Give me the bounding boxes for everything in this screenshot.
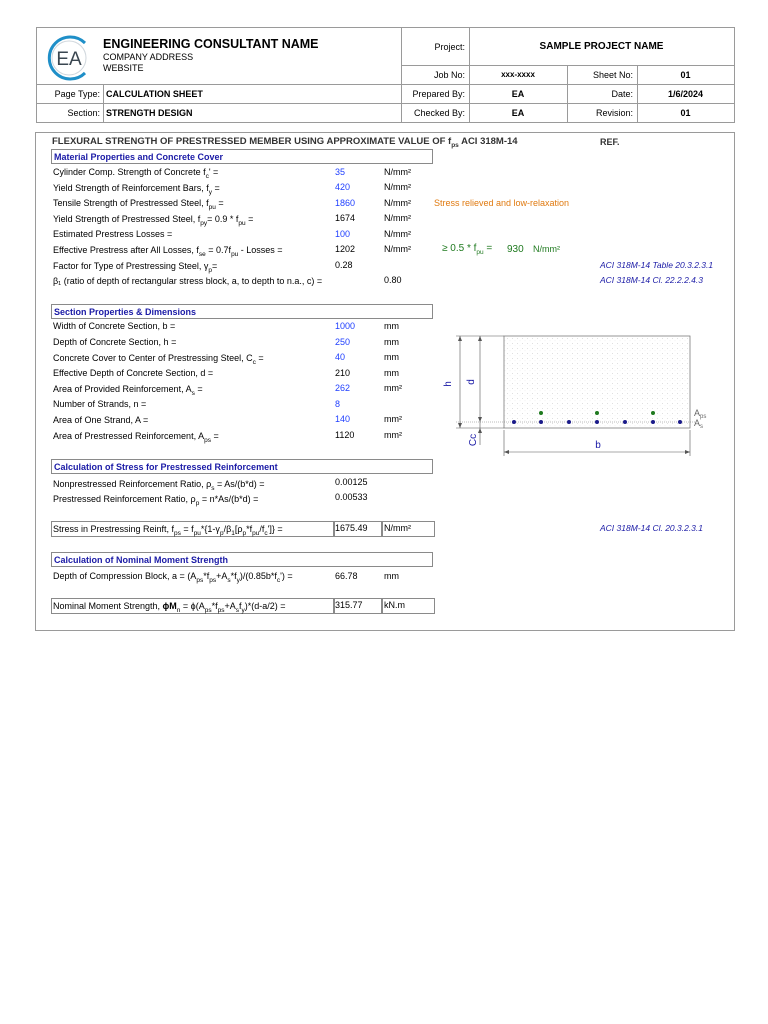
b-dim-label: b <box>595 440 601 451</box>
b-label: Width of Concrete Section, b = <box>53 321 176 331</box>
fse-unit: N/mm² <box>384 244 411 254</box>
fpu-value[interactable]: 1860 <box>335 198 356 208</box>
fse-check-value: 930 <box>507 244 524 255</box>
beta1-label: β₁ (ratio of depth of rectangular stress block, a, to depth to n.a., c) = <box>53 276 323 286</box>
company-name: ENGINEERING CONSULTANT NAME <box>103 37 319 51</box>
sheet-no-label: Sheet No: <box>592 70 633 80</box>
logo-text: EA <box>56 49 82 70</box>
job-no-label: Job No: <box>433 70 465 80</box>
sheet-title: FLEXURAL STRENGTH OF PRESTRESSED MEMBER USING APPROXIMATE VALUE OF $f_{ps}$ ACI 318M-14 <box>52 136 518 149</box>
fpy-value: 1674 <box>335 213 356 223</box>
a-block-unit: mm <box>384 571 399 581</box>
sheet-no-value: 01 <box>680 70 691 80</box>
cc-dim-label: Cc <box>468 433 479 447</box>
page-type-value: CALCULATION SHEET <box>106 89 203 99</box>
prepared-by-label: Prepared By: <box>412 89 465 99</box>
rho-p-value: 0.00533 <box>335 492 368 502</box>
as-value[interactable]: 262 <box>335 383 351 393</box>
cc-label: Concrete Cover to Center of Prestressing Steel, $C_c$ = <box>53 353 264 366</box>
d-unit: mm <box>384 368 399 378</box>
h-value[interactable]: 250 <box>335 337 351 347</box>
job-no-value: xxx-xxxx <box>501 70 535 79</box>
fps-reference: ACI 318M-14 Cl. 20.3.2.3.1 <box>600 523 704 533</box>
cc-value[interactable]: 40 <box>335 352 346 362</box>
as-label: Area of Provided Reinforcement, $A_s$ = <box>53 384 203 397</box>
moment-heading: Calculation of Nominal Moment Strength <box>51 552 433 567</box>
fc-unit: N/mm² <box>384 167 411 177</box>
gamma-p-reference: ACI 318M-14 Table 20.3.2.3.1 <box>600 260 714 270</box>
stress-heading: Calculation of Stress for Prestressed Reinforcement <box>51 459 433 474</box>
fpy-label: Yield Strength of Prestressed Steel, $f_{py}= 0.9 * f_{pu}$ = <box>53 214 254 227</box>
d-value: 210 <box>335 368 351 378</box>
cc-unit: mm <box>384 352 399 362</box>
a-block-value: 66.78 <box>335 571 358 581</box>
project-label: Project: <box>434 42 465 52</box>
rho-s-value: 0.00125 <box>335 477 368 487</box>
revision-value: 01 <box>680 108 691 118</box>
mn-unit: kN.m <box>384 600 405 610</box>
fps-unit: N/mm² <box>384 523 411 533</box>
d-dim-label: d <box>466 379 477 385</box>
date-label: Date: <box>611 89 633 99</box>
losses-unit: N/mm² <box>384 229 411 239</box>
as-unit: mm² <box>384 383 402 393</box>
section-value: STRENGTH DESIGN <box>106 108 193 118</box>
material-heading: Material Properties and Concrete Cover <box>51 149 433 164</box>
rho-p-label: Prestressed Reinforcement Ratio, $\rho_p = n*As/(b*d)$ = <box>53 494 259 507</box>
aps-value: 1120 <box>335 430 355 440</box>
b-value[interactable]: 1000 <box>335 321 356 331</box>
steel-type-note: Stress relieved and low-relaxation <box>434 198 570 208</box>
fpu-label: Tensile Strength of Prestressed Steel, $f_{pu}$ = <box>53 198 224 211</box>
section-label: Section: <box>67 108 100 118</box>
page-type-label: Page Type: <box>54 89 100 99</box>
title-block <box>36 27 735 123</box>
n-label: Number of Strands, n = <box>53 399 147 409</box>
a-block-label: Depth of Compression Block, $a = (A_{ps}*f_{ps}+A_s*f_y)/(0.85b*f_c')$ = <box>53 571 293 584</box>
fy-value[interactable]: 420 <box>335 182 351 192</box>
gamma-p-label: Factor for Type of Prestressing Steel, $\gamma_p=$ <box>53 261 218 274</box>
company-address: COMPANY ADDRESS <box>103 52 194 62</box>
fpy-unit: N/mm² <box>384 213 411 223</box>
beta1-value: 0.80 <box>384 275 402 285</box>
as-dim-label: $A_s$ <box>694 418 704 430</box>
mn-value: 315.77 <box>335 600 363 610</box>
project-name: SAMPLE PROJECT NAME <box>539 41 664 52</box>
section-heading: Section Properties & Dimensions <box>51 304 433 319</box>
fse-label: Effective Prestress after All Losses, $f_{se} = 0.7f_{pu}$ - Losses = <box>53 245 283 258</box>
h-label: Depth of Concrete Section, h = <box>53 337 177 347</box>
losses-value[interactable]: 100 <box>335 229 351 239</box>
checked-by-label: Checked By: <box>413 108 465 118</box>
mn-label: Nominal Moment Strength, $\phi M_n = \phi(A_{ps}*f_{ps}+A_sf_y)*(d-a/2)$ = <box>53 601 286 614</box>
ref-column-label: REF. <box>600 137 620 147</box>
company-website: WEBSITE <box>103 63 144 73</box>
fps-value: 1675.49 <box>335 523 368 533</box>
prepared-by-value: EA <box>511 89 525 99</box>
fy-unit: N/mm² <box>384 182 411 192</box>
date-value: 1/6/2024 <box>667 89 704 99</box>
fy-label: Yield Strength of Reinforcement Bars, $f_y$ = <box>53 183 220 196</box>
revision-label: Revision: <box>595 108 633 118</box>
fse-value: 1202 <box>335 244 356 254</box>
fse-check: ≥ $0.5 * f_{pu}$ = <box>442 243 493 256</box>
h-dim-label: h <box>443 381 454 387</box>
company-logo-icon <box>45 34 93 82</box>
aps-dim-label: $A_{ps}$ <box>694 408 707 420</box>
checked-by-value: EA <box>511 108 525 118</box>
losses-label: Estimated Prestress Losses = <box>53 229 173 239</box>
aps-label: Area of Prestressed Reinforcement, $A_{ps}$ = <box>53 431 219 444</box>
beta1-reference: ACI 318M-14 Cl. 22.2.2.4.3 <box>600 275 704 285</box>
fps-label: Stress in Prestressing Reinft, $f_{ps} = f_{pu}*\{1-\gamma_p/\beta_1[\rho_p*f_{pu}/f_c']\}$ = <box>53 524 283 537</box>
fc-label: Cylinder Comp. Strength of Concrete $f_c'$ = <box>53 167 219 180</box>
fse-check-unit: N/mm² <box>533 244 560 254</box>
d-label: Effective Depth of Concrete Section, d = <box>53 368 214 378</box>
fpu-unit: N/mm² <box>384 198 411 208</box>
aps-unit: mm² <box>384 430 402 440</box>
n-value[interactable]: 8 <box>335 399 341 409</box>
section-diagram <box>436 332 726 462</box>
a-strand-unit: mm² <box>384 414 402 424</box>
a-strand-label: Area of One Strand, A = <box>53 415 149 425</box>
gamma-p-value: 0.28 <box>335 260 353 270</box>
fc-value[interactable]: 35 <box>335 167 346 177</box>
b-unit: mm <box>384 321 399 331</box>
a-strand-value[interactable]: 140 <box>335 414 351 424</box>
h-unit: mm <box>384 337 399 347</box>
rho-s-label: Nonprestressed Reinforcement Ratio, $\rho_s = As/(b*d)$ = <box>53 479 265 492</box>
